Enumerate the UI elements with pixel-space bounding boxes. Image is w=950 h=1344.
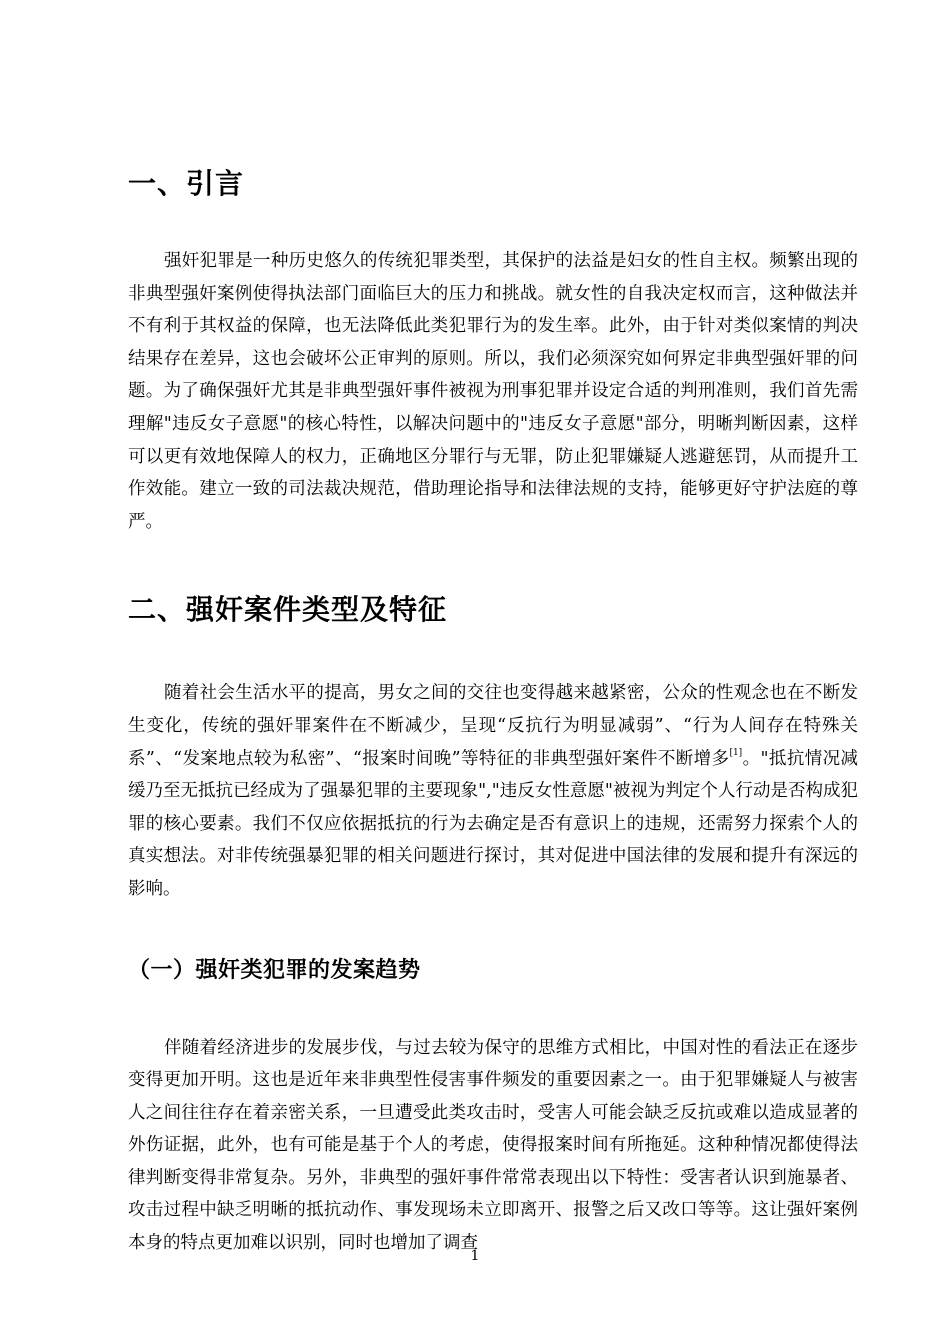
subsection-heading-crime-trend: （一）强奸类犯罪的发案趋势 <box>128 957 421 983</box>
page-content <box>128 158 858 1260</box>
citation-reference[interactable]: [1] <box>729 747 743 758</box>
paragraph-crime-trend: 伴随着经济进步的发展步伐，与过去较为保守的思维方式相比，中国对性的看法正在逐步变得更加开明。这也是近年来非典型性侵害事件频发的重要因素之一。由于犯罪嫌疑人与被害人之间往往存在着亲密关系，一旦遭受此类攻击时，受害人可能会缺乏反抗或难以造成显著的外伤证据，此外，也有可能是基于个人的考虑，使得报案时间有所拖延。这种种情况都使得法律判断变得非常复杂。另外，非典型的强奸事件常常表现出以下特性：受害者认识到施暴者、攻击过程中缺乏明晰的抵抗动作、事发现场未立即离开、报警之后又改口等等。这让强奸案例本身的特点更加难以识别，同时也增加了调查 <box>128 1037 858 1254</box>
paragraph-case-types <box>128 677 858 905</box>
paragraph-text: 。"抵抗情况减缓乃至无抵抗已经成为了强暴犯罪的主要现象","违反女性意愿"被视为判定个人行动是否构成犯罪的核心要素。我们不仅应依据抵抗的行为去确定是否有意识上的违规，还需努力探索个人的真实想法。对非传统强暴犯罪的相关问题进行探讨，其对促进中国法律的发展和提升有深远的影响。 <box>128 748 858 899</box>
paragraph-text: 随着社会生活水平的提高，男女之间的交往也变得越来越紧密，公众的性观念也在不断发生变化，传统的强奸罪案件在不断减少，呈现“反抗行为明显减弱”、“行为人间存在特殊关系”、“发案地点较为私密”、“报案时间晚”等特征的非典型强奸案件不断增多 <box>128 683 858 769</box>
paragraph-introduction: 强奸犯罪是一种历史悠久的传统犯罪类型，其保护的法益是妇女的性自主权。频繁出现的非典型强奸案例使得执法部门面临巨大的压力和挑战。就女性的自我决定权而言，这种做法并不有利于其权益的保障，也无法降低此类犯罪行为的发生率。此外，由于针对类似案情的判决结果存在差异，这也会破坏公正审判的原则。所以，我们必须深究如何界定非典型强奸罪的问题。为了确保强奸尤其是非典型强奸事件被视为刑事犯罪并设定合适的判刑准则，我们首先需理解"违反女子意愿"的核心特性，以解决问题中的"违反女子意愿"部分，明晰判断因素，这样可以更有效地保障人的权力，正确地区分罪行与无罪，防止犯罪嫌疑人逃避惩罚，从而提升工作效能。建立一致的司法裁决规范，借助理论指导和法律法规的支持，能够更好守护法庭的尊严。 <box>128 251 858 532</box>
page-number: 1 <box>470 1248 480 1264</box>
section-heading-case-types: 二、强奸案件类型及特征 <box>128 593 448 627</box>
section-heading-introduction: 一、引言 <box>128 167 245 200</box>
